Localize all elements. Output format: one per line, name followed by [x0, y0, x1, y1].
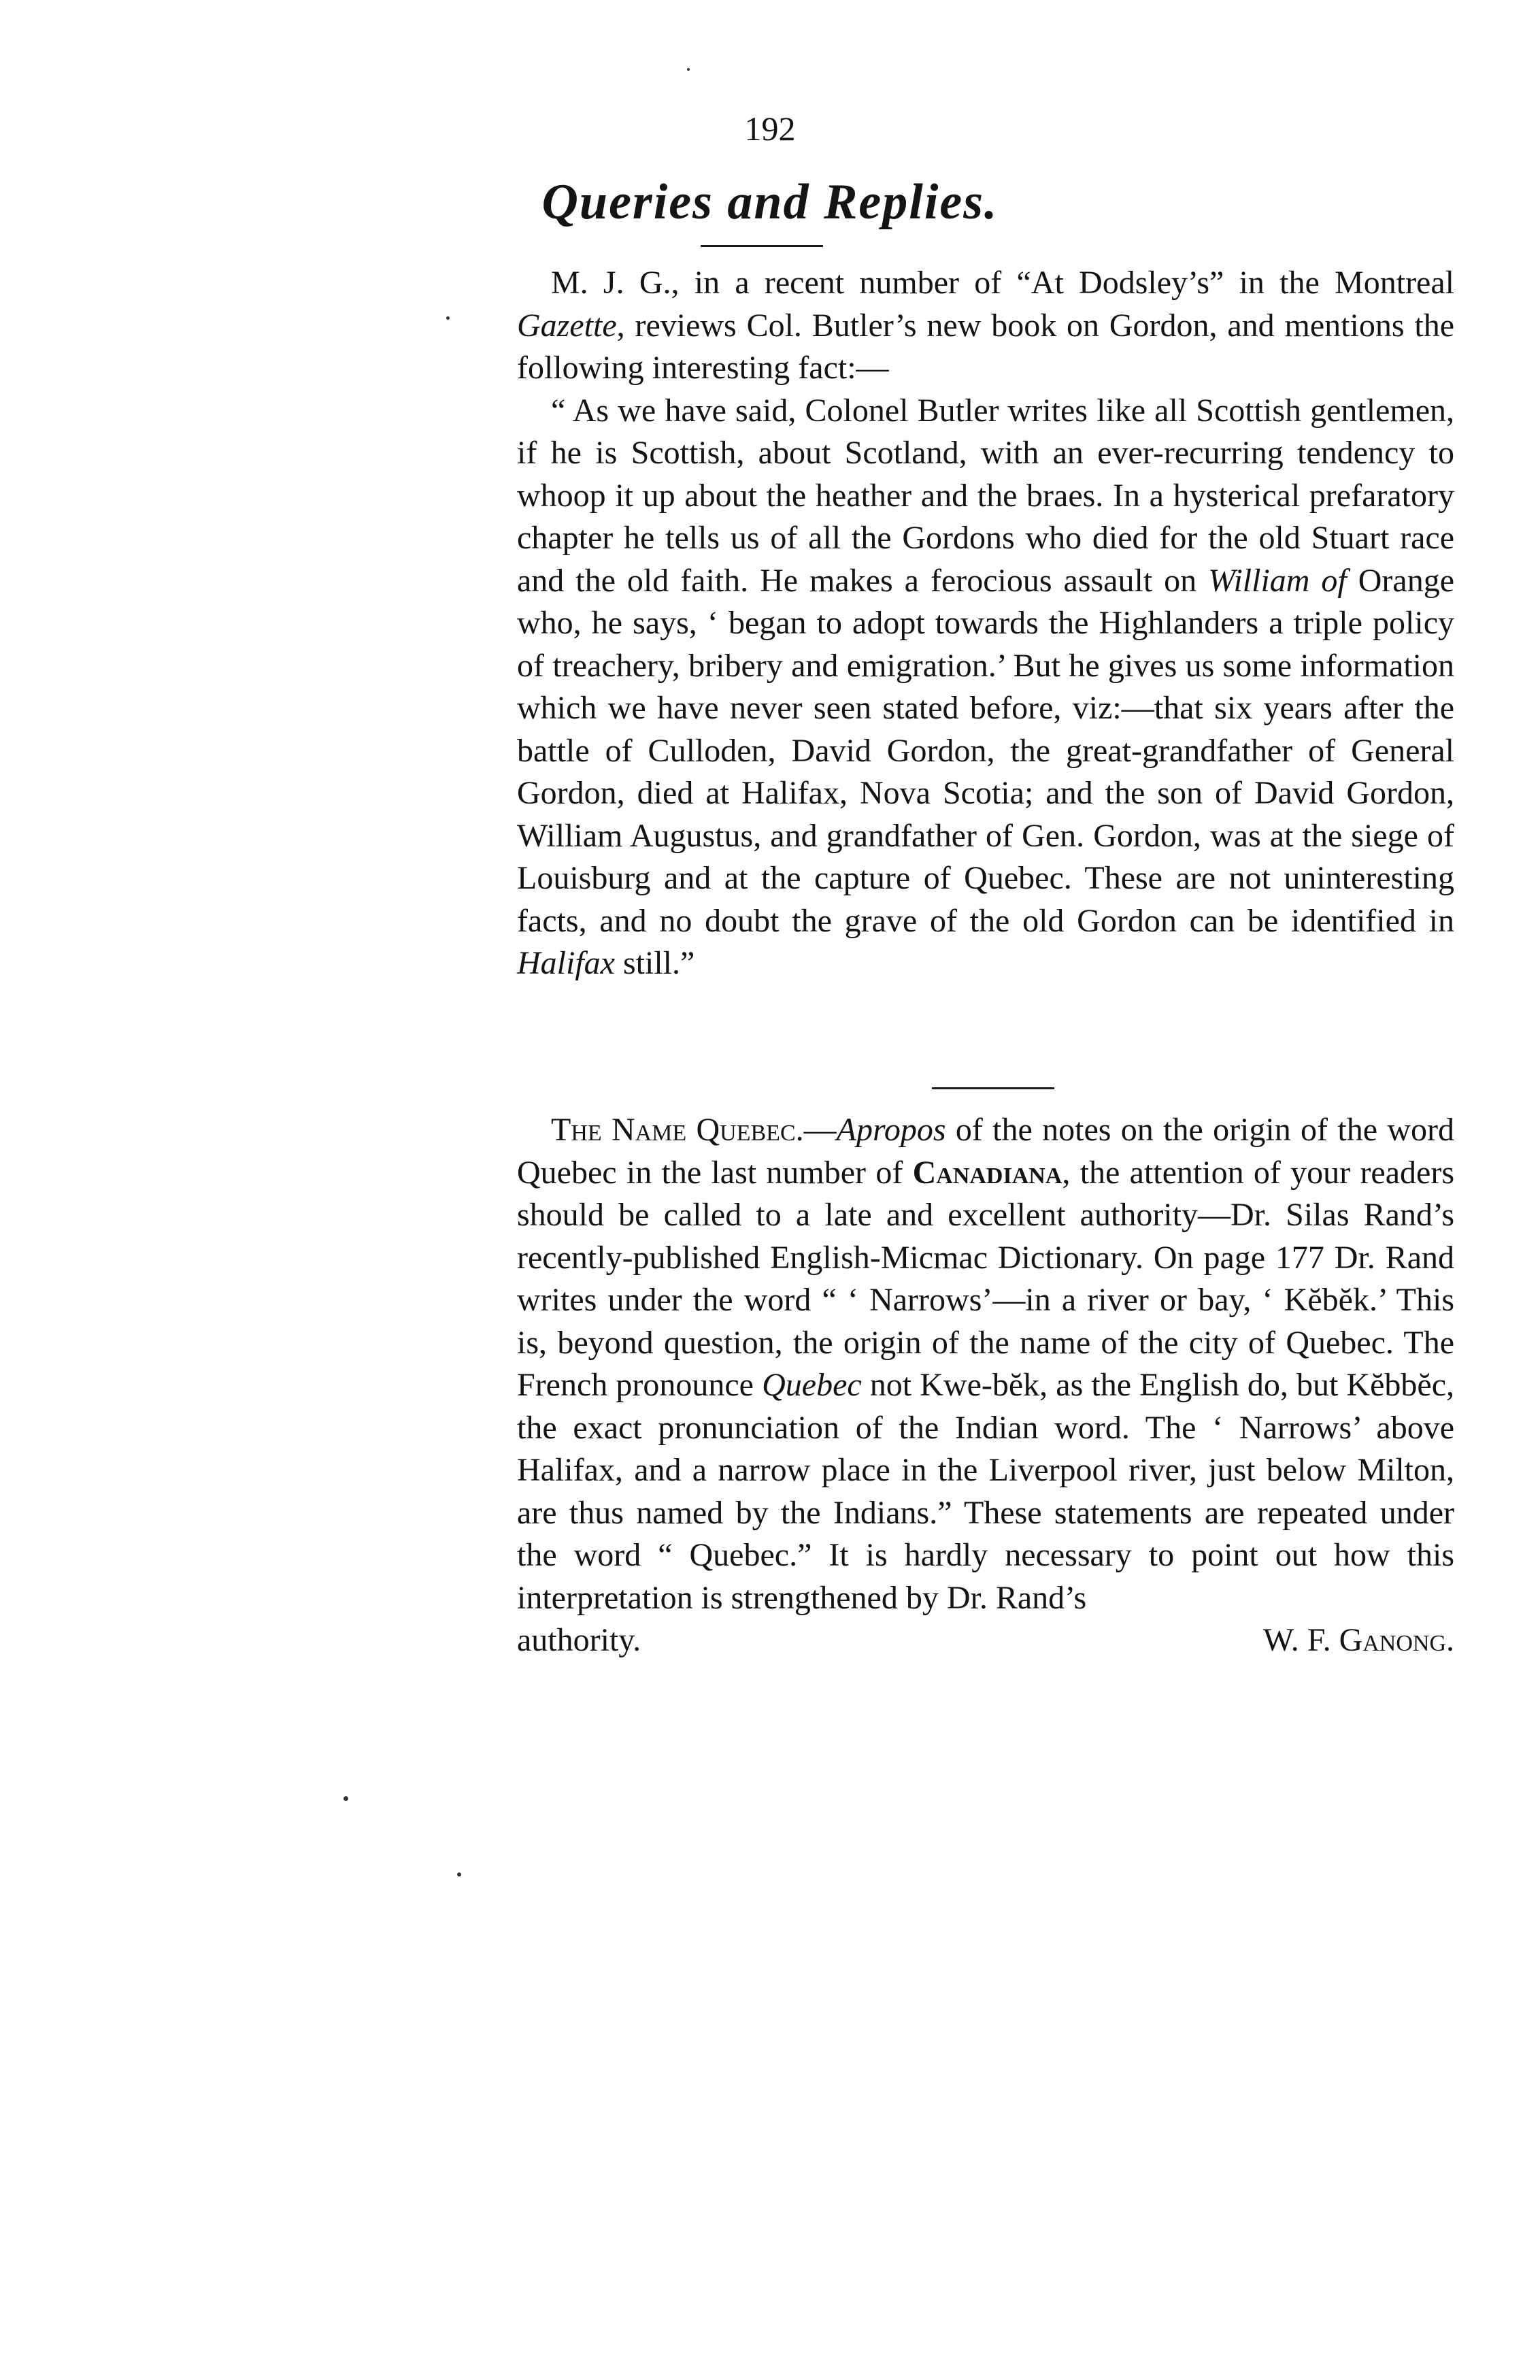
item-title: The Name Quebec. — [551, 1112, 804, 1148]
apropos-word: Apropos — [836, 1112, 946, 1148]
author-initials: M. J. G. — [551, 265, 671, 301]
intro-text-a: , in a recent number of “At Dodsley’s” in the Montreal — [671, 265, 1454, 301]
quebec-text-c: not Kwe-bĕk, as the English do, but Kĕbbĕc, the exact pronunciation of the Indian word. The ‘ Narrows’ above Halifax, and a narrow place in the Liverpool river, just below Milton, are thus named by the Indians.” These statements are repeated under the word “ Quebec.” It is hardly necessary to point out how this interpretation is strengthened by Dr. Rand’s — [517, 1367, 1455, 1616]
scan-speck — [687, 68, 690, 71]
intro-text-b: , reviews Col. Butler’s new book on Gordon, and mentions the following interesting fact:— — [517, 307, 1454, 386]
page-number: 192 — [744, 110, 796, 148]
quebec-paragraph — [517, 1109, 1454, 1619]
quote-italic-william: William of — [1208, 562, 1347, 599]
intro-paragraph — [517, 262, 1454, 390]
closing-word: authority. — [517, 1622, 641, 1658]
quebec-text-b: , the attention of your readers should be called to a late and excellent authority—Dr. Silas Rand’s recently-published English-Micmac Dictionary. On page 177 Dr. Rand writes under the word “ ‘ Narrows’—in a river or bay, ‘ Kĕbĕk.’ This is, beyond question, the origin of the name of the city of Quebec. The French pronounce — [517, 1154, 1454, 1403]
item-dodsley — [517, 262, 1454, 985]
item-name-quebec — [517, 1109, 1454, 1662]
signature-line — [517, 1619, 1454, 1662]
quebec-italic: Quebec — [762, 1367, 862, 1403]
quoted-paragraph — [517, 390, 1454, 985]
scan-speck — [457, 1872, 461, 1877]
quote-text-c: still.” — [614, 945, 695, 981]
scan-speck — [446, 316, 450, 320]
gazette-title: Gazette — [517, 307, 617, 344]
heading-rule — [701, 245, 823, 247]
title-dash: — — [803, 1112, 837, 1148]
quote-text-a: “ As we have said, Colonel Butler writes like all Scottish gentlemen, if he is Scottish, about Scotland, with an ever-recurring tendency to whoop it up about the heather and the braes. In a hysterical prefaratory chapter he tells us of all the Gordons who died for the old Stuart race and the old faith. He makes a ferocious assault on — [517, 392, 1454, 599]
quebec-text-a: of the notes on the origin of the word Quebec in the last number of — [517, 1112, 1454, 1191]
section-heading: Queries and Replies. — [541, 174, 999, 230]
quote-italic-halifax: Halifax — [517, 945, 615, 981]
canadiana-name: Canadiana — [912, 1154, 1062, 1191]
signature: W. F. Ganong. — [1262, 1622, 1454, 1658]
item-separator-rule — [932, 1087, 1054, 1089]
quote-text-b: Orange who, he says, ‘ began to adopt towards the Highlanders a triple policy of treachery, bribery and emigration.’ But he gives us some information which we have never seen stated before, viz:—that six years after the battle of Culloden, David Gordon, the great-grandfather of General Gordon, died at Halifax, Nova Scotia; and the son of David Gordon, William Augustus, and grandfather of Gen. Gordon, was at the siege of Louisburg and at the capture of Quebec. These are not uninteresting facts, and no doubt the grave of the old Gordon can be identified in — [517, 562, 1454, 939]
scan-speck — [344, 1796, 348, 1801]
